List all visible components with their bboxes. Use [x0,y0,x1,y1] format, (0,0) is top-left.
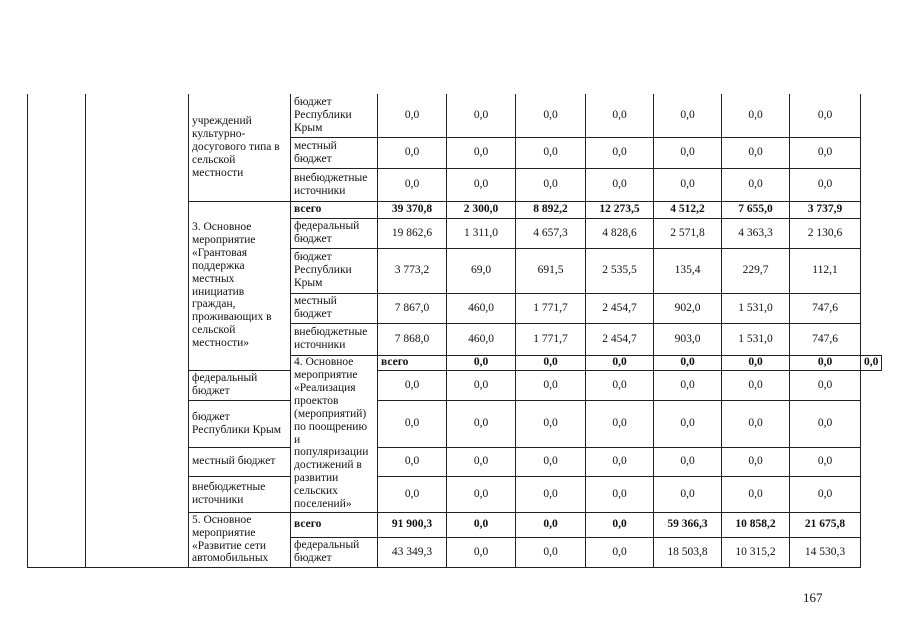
amount-cell: 4 363,3 [722,218,790,248]
amount-cell: 10 858,2 [722,512,790,537]
amount-cell: 4 657,3 [516,218,586,248]
amount-cell: 1 771,7 [516,293,586,323]
amount-cell: 7 655,0 [722,201,790,218]
amount-cell: 0,0 [790,94,861,137]
amount-cell: 0,0 [378,370,447,400]
amount-cell: 0,0 [586,400,654,447]
funding-source-cell: внебюджетные источники [291,323,378,355]
amount-cell: 91 900,3 [378,512,447,537]
amount-cell: 0,0 [378,447,447,476]
amount-cell: 0,0 [586,355,654,370]
funding-source-cell: всего [291,512,378,537]
amount-cell: 2 535,5 [586,248,654,293]
amount-cell: 0,0 [654,94,722,137]
amount-cell: 0,0 [861,355,882,370]
amount-cell: 19 862,6 [378,218,447,248]
activity-name-cell: 5. Основное мероприятие «Развитие сети автомобильных [189,512,291,567]
blank-column-number [28,94,86,567]
amount-cell: 12 273,5 [586,201,654,218]
amount-cell: 1 531,0 [722,323,790,355]
amount-cell: 747,6 [790,293,861,323]
amount-cell: 0,0 [516,370,586,400]
funding-source-cell: федеральный бюджет [189,370,291,400]
page-number: 167 [803,590,823,605]
amount-cell: 0,0 [516,168,586,201]
amount-cell: 135,4 [654,248,722,293]
amount-cell: 0,0 [722,137,790,168]
amount-cell: 0,0 [516,512,586,537]
amount-cell: 0,0 [654,370,722,400]
amount-cell: 0,0 [516,355,586,370]
amount-cell: 3 737,9 [790,201,861,218]
funding-source-cell: местный бюджет [189,447,291,476]
activity-name-cell: 3. Основное мероприятие «Грантовая поддержка местных инициатив граждан, проживающих в сельской местности» [189,201,291,370]
funding-source-cell: всего [291,201,378,218]
amount-cell: 0,0 [447,400,516,447]
amount-cell: 59 366,3 [654,512,722,537]
amount-cell: 0,0 [447,355,516,370]
amount-cell: 0,0 [722,94,790,137]
amount-cell: 2 571,8 [654,218,722,248]
amount-cell: 0,0 [654,137,722,168]
amount-cell: 0,0 [516,537,586,567]
amount-cell: 0,0 [516,476,586,512]
amount-cell: 0,0 [378,94,447,137]
amount-cell: 2 454,7 [586,293,654,323]
amount-cell: 2 300,0 [447,201,516,218]
amount-cell: 0,0 [447,137,516,168]
amount-cell: 8 892,2 [516,201,586,218]
amount-cell: 902,0 [654,293,722,323]
funding-source-cell: бюджет Республики Крым [291,248,378,293]
amount-cell: 0,0 [586,537,654,567]
amount-cell: 18 503,8 [654,537,722,567]
activity-name-cell: учреждений культурно-досугового типа в сельской местности [189,94,291,201]
amount-cell: 460,0 [447,323,516,355]
activity-name-cell: 4. Основное мероприятие «Реализация проектов (мероприятий) по поощрению и популяризации достижений в развитии сельских поселений» [291,355,378,512]
funding-source-cell: местный бюджет [291,137,378,168]
amount-cell: 0,0 [586,512,654,537]
amount-cell: 0,0 [790,370,861,400]
amount-cell: 0,0 [586,168,654,201]
budget-table-body [28,94,882,567]
amount-cell: 0,0 [447,447,516,476]
amount-cell: 0,0 [516,400,586,447]
amount-cell: 0,0 [447,168,516,201]
amount-cell: 14 530,3 [790,537,861,567]
amount-cell: 0,0 [447,476,516,512]
amount-cell: 0,0 [586,447,654,476]
amount-cell: 0,0 [790,447,861,476]
amount-cell: 7 867,0 [378,293,447,323]
amount-cell: 4 828,6 [586,218,654,248]
budget-table [27,94,882,568]
amount-cell: 0,0 [722,447,790,476]
amount-cell: 229,7 [722,248,790,293]
funding-source-cell: внебюджетные источники [189,476,291,512]
blank-column-program [86,94,189,567]
amount-cell: 0,0 [586,137,654,168]
amount-cell: 0,0 [586,370,654,400]
amount-cell: 0,0 [378,137,447,168]
amount-cell: 10 315,2 [722,537,790,567]
amount-cell: 0,0 [516,137,586,168]
amount-cell: 0,0 [654,355,722,370]
amount-cell: 2 454,7 [586,323,654,355]
funding-source-cell: внебюджетные источники [291,168,378,201]
table-row [28,94,882,137]
amount-cell: 0,0 [654,447,722,476]
amount-cell: 0,0 [378,168,447,201]
amount-cell: 0,0 [722,400,790,447]
amount-cell: 0,0 [586,476,654,512]
amount-cell: 903,0 [654,323,722,355]
amount-cell: 1 311,0 [447,218,516,248]
amount-cell: 0,0 [790,168,861,201]
amount-cell: 0,0 [790,355,861,370]
funding-source-cell: бюджет Республики Крым [189,400,291,447]
amount-cell: 0,0 [447,537,516,567]
amount-cell: 0,0 [378,476,447,512]
amount-cell: 4 512,2 [654,201,722,218]
amount-cell: 691,5 [516,248,586,293]
amount-cell: 7 868,0 [378,323,447,355]
amount-cell: 0,0 [722,476,790,512]
amount-cell: 112,1 [790,248,861,293]
amount-cell: 0,0 [447,94,516,137]
amount-cell: 0,0 [586,94,654,137]
amount-cell: 69,0 [447,248,516,293]
amount-cell: 21 675,8 [790,512,861,537]
amount-cell: 0,0 [447,370,516,400]
amount-cell: 2 130,6 [790,218,861,248]
amount-cell: 460,0 [447,293,516,323]
amount-cell: 747,6 [790,323,861,355]
amount-cell: 39 370,8 [378,201,447,218]
funding-source-cell: бюджет Республики Крым [291,94,378,137]
amount-cell: 3 773,2 [378,248,447,293]
amount-cell: 0,0 [790,476,861,512]
amount-cell: 43 349,3 [378,537,447,567]
amount-cell: 0,0 [722,355,790,370]
amount-cell: 0,0 [722,370,790,400]
amount-cell: 0,0 [516,447,586,476]
funding-source-cell: местный бюджет [291,293,378,323]
amount-cell: 0,0 [378,400,447,447]
amount-cell: 0,0 [516,94,586,137]
amount-cell: 1 771,7 [516,323,586,355]
amount-cell: 1 531,0 [722,293,790,323]
funding-source-cell: всего [378,355,447,370]
amount-cell: 0,0 [654,400,722,447]
amount-cell: 0,0 [654,476,722,512]
funding-source-cell: федеральный бюджет [291,537,378,567]
amount-cell: 0,0 [722,168,790,201]
amount-cell: 0,0 [790,400,861,447]
amount-cell: 0,0 [790,137,861,168]
amount-cell: 0,0 [654,168,722,201]
funding-source-cell: федеральный бюджет [291,218,378,248]
amount-cell: 0,0 [447,512,516,537]
